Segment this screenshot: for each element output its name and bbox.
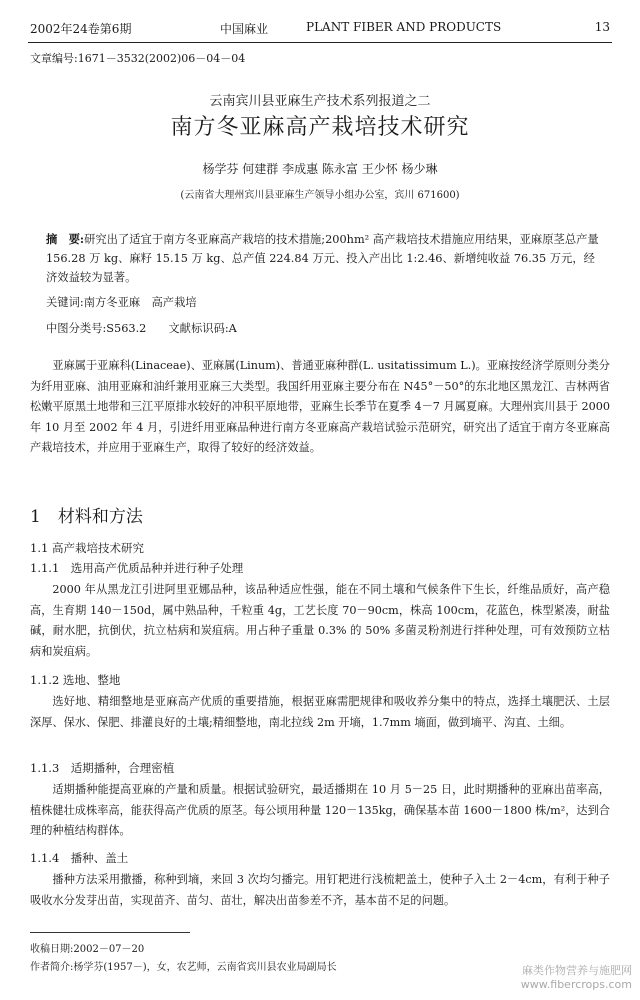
paragraph-1-1-1: 2000 年从黑龙江引进阿里亚娜品种，该品种适应性强，能在不同土壤和气候条件下生长，纤维品质好，高产稳高，生育期 140－150d，属中熟品种，千粒重 4g，工艺长度 70－90cm，株高 100cm，花蓝色，株型紧凑，耐盐碱，耐水肥，抗倒伏，抗立枯病和炭疽病。用占种子重量 0.3% 的 50% 多菌灵粉剂进行拌种处理，可有效预防立枯病和炭疽病。 [30,583,610,658]
abstract-text: 研究出了适宜于南方冬亚麻高产栽培的技术措施;200hm² 高产栽培技术措施应用结果，亚麻原茎总产量 156.28 万 kg、麻籽 15.15 万 kg、总产值 224.84 万元、投入产出比 1:2.46、新增纯收益 76.35 万元，经济效益较为显著。 [46,233,599,284]
abstract [46,230,600,287]
subsection-1-1: 1.1 高产栽培技术研究 [30,541,144,555]
footnote-received: 收稿日期:2002－07－20 [30,944,145,955]
journal-name-en: PLANT FIBER AND PRODUCTS [306,20,502,34]
article-number: 文章编号:1671－3532(2002)06－04－04 [30,52,246,65]
affiliation: (云南省大理州宾川县亚麻生产领导小组办公室，宾川 671600) [180,190,460,201]
watermark [521,964,632,992]
subsection-1-1-3: 1.1.3 适期播种，合理密植 [30,761,175,775]
section-heading-1: 1 材料和方法 [30,507,143,527]
journal-name-cn: 中国麻业 [220,22,269,36]
watermark-line-2: www.fibercrops.com [520,978,632,991]
clc-number: 中图分类号:S563.2 [46,322,147,335]
keywords [46,294,600,310]
watermark-line-1: 麻类作物营养与施肥网 [522,964,632,977]
series-title: 云南宾川县亚麻生产技术系列报道之二 [209,94,431,109]
subsection-1-1-4: 1.1.4 播种、盖土 [30,851,129,865]
running-header [30,20,610,42]
paragraph-1-1-3: 适期播种能提高亚麻的产量和质量。根据试验研究，最适播期在 10 月 5－25 日，此时期播种的亚麻出苗率高，植株健壮成株率高，能获得高产优质的原茎。每公顷用种量 120－135kg，确保基本苗 1600－1800 株/m²，达到合理的种植结构群体。 [30,783,610,837]
document-code: 文献标识码:A [168,322,237,335]
paragraph-1-1-2: 选好地、精细整地是亚麻高产优质的重要措施，根据亚麻需肥规律和吸收养分集中的特点，选择土壤肥沃、土层深厚、保水、保肥、排灌良好的土壤;精细整地，南北拉线 2m 开墒，1.7mm 墒面，做到墒平、沟直、土细。 [30,695,610,729]
paragraph-1-1-4: 播种方法采用撒播，称种到墒，来回 3 次均匀播完。用钉耙进行浅梳耙盖土，使种子入土 2－4cm，有利于种子吸收水分发芽出苗，实现苗齐、苗匀、苗壮，解决出苗参差不齐，基本苗不足的问题。 [30,873,610,907]
keywords-text: 南方冬亚麻 高产栽培 [83,296,197,309]
classification [46,320,600,336]
journal-issue: 2002年24卷第6期 [30,22,132,36]
footnote-author: 作者简介:杨学芬(1957－)，女，农艺师，云南省宾川县农业局副局长 [30,962,337,973]
intro-paragraph: 亚麻属于亚麻科(Linaceae)、亚麻属(Linum)、普通亚麻种群(L. usitatissimum L.)。亚麻按经济学原则分类分为纤用亚麻、油用亚麻和油纤兼用亚麻三大类型。我国纤用亚麻主要分布在 N45°－50°的东北地区黑龙江、吉林两省松嫩平原黑土地带和三江平原排水较好的冲积平原地带，亚麻生长季节在夏季 4－7 月属夏麻。大理州宾川县于 2000 年 10 月至 2002 年 4 月，引进纤用亚麻品种进行南方冬亚麻高产栽培试验示范研究，研究出了适宜于南方冬亚麻高产栽培技术，并应用于亚麻生产，取得了较好的经济效益。 [30,359,610,454]
header-rule [28,42,612,43]
abstract-label: 摘 要: [46,232,85,246]
keywords-label: 关键词: [46,296,84,309]
footnote-rule [30,932,190,933]
author-list: 杨学芬 何建群 李成惠 陈永富 王少怀 杨少琳 [202,162,438,176]
subsection-1-1-2: 1.1.2 选地、整地 [30,673,121,687]
subsection-1-1-1: 1.1.1 选用高产优质品种并进行种子处理 [30,561,244,575]
article-title: 南方冬亚麻高产栽培技术研究 [170,115,470,140]
page-number: 13 [594,20,610,34]
